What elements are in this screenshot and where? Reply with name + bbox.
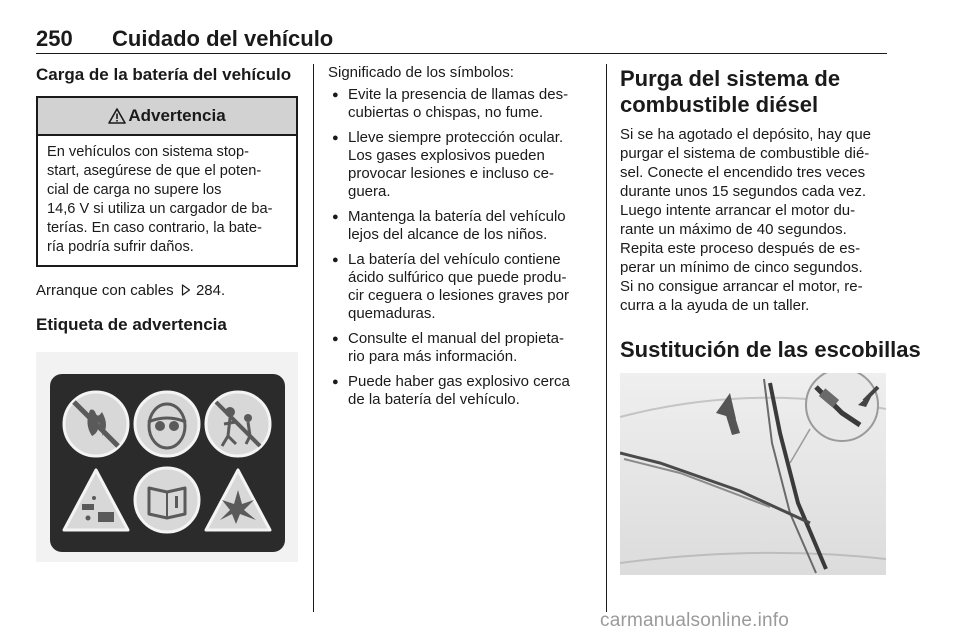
- list-item-line: ● Puede haber gas explosivo cerca: [348, 373, 570, 390]
- list-item: [328, 251, 594, 323]
- list-item-line: rio para más información.: [348, 348, 518, 365]
- symbols-list: [328, 86, 594, 409]
- column-1: [36, 64, 298, 562]
- warning-text: [38, 136, 296, 265]
- section-heading-battery-charge: Carga de la batería del vehículo: [36, 65, 292, 84]
- list-item: [328, 373, 594, 409]
- list-item: [328, 86, 594, 122]
- symbols-intro: Significado de los símbolos:: [328, 64, 514, 81]
- wiper-blade-illustration: [620, 373, 886, 575]
- list-item-line: Los gases explosivos pueden: [348, 147, 545, 164]
- list-item: [328, 330, 594, 366]
- paragraph-line: durante unos 15 segundos cada vez.: [620, 183, 867, 200]
- warning-line: ría podría sufrir daños.: [47, 239, 194, 255]
- list-item-line: guera.: [348, 183, 391, 200]
- heading-line: combustible diésel: [620, 92, 819, 117]
- paragraph-line: perar un mínimo de cinco segundos.: [620, 259, 863, 276]
- paragraph-line: rante un máximo de 40 segundos.: [620, 221, 847, 238]
- warning-triangle-icon: [108, 108, 126, 124]
- list-item-line: ● Evite la presencia de llamas des-: [348, 86, 569, 103]
- column-2: [328, 64, 594, 416]
- warning-line: start, asegúrese de que el poten-: [47, 163, 262, 179]
- no-flames-icon: [64, 392, 128, 456]
- read-manual-icon: [135, 468, 199, 532]
- warning-line: 14,6 V si utiliza un cargador de ba-: [47, 201, 273, 217]
- eye-protection-icon: [135, 392, 199, 456]
- paragraph-line: Si se ha agotado el depósito, hay que: [620, 126, 872, 143]
- page-number: 250: [36, 26, 73, 51]
- list-item-line: lejos del alcance de los niños.: [348, 226, 548, 243]
- section-heading-wiper-replacement: Sustitución de las escobillas: [620, 337, 921, 362]
- column-divider-2: [606, 64, 607, 612]
- warning-header: [38, 98, 296, 136]
- paragraph-line: Repita este proceso después de es-: [620, 240, 861, 257]
- chapter-title: Cuidado del vehículo: [112, 26, 334, 51]
- paragraph-line: purgar el sistema de combustible dié-: [620, 145, 870, 162]
- warning-line: terías. En caso contrario, la bate-: [47, 220, 262, 236]
- list-item-line: ● Consulte el manual del propieta-: [348, 330, 564, 347]
- heading-line: Purga del sistema de: [620, 66, 841, 91]
- warning-line: En vehículos con sistema stop-: [47, 144, 249, 160]
- jump-start-page-link[interactable]: 284.: [195, 282, 226, 299]
- list-item-line: quemaduras.: [348, 305, 436, 322]
- keep-children-away-icon: [206, 392, 270, 456]
- list-item-line: ácido sulfúrico que puede produ-: [348, 269, 567, 286]
- diesel-bleed-paragraph: [620, 125, 888, 315]
- warning-line: cial de carga no supere los: [47, 182, 222, 198]
- warning-title: Advertencia: [128, 106, 226, 125]
- list-item-line: cir ceguera o lesiones graves por: [348, 287, 569, 304]
- paragraph-line: Si no consigue arrancar el motor, re-: [620, 278, 863, 295]
- list-item: [328, 129, 594, 201]
- list-item-line: ● Mantenga la batería del vehículo: [348, 208, 566, 225]
- paragraph-line: curra a la ayuda de un taller.: [620, 297, 810, 314]
- jump-start-reference: [36, 281, 298, 301]
- jump-start-text: Arranque con cables: [36, 282, 174, 299]
- warning-box: [36, 96, 298, 267]
- watermark: carmanualsonline.info: [600, 610, 790, 631]
- column-3: [620, 66, 921, 575]
- paragraph-line: Luego intente arrancar el motor du-: [620, 202, 856, 219]
- paragraph-line: sel. Conecte el encendido tres veces: [620, 164, 866, 181]
- list-item: [328, 208, 594, 244]
- list-item-line: ● La batería del vehículo contiene: [348, 251, 561, 268]
- header-rule: [36, 53, 887, 54]
- list-item-line: ● Lleve siempre protección ocular.: [348, 129, 564, 146]
- list-item-line: cubiertas o chispas, no fume.: [348, 104, 544, 121]
- section-heading-warning-label: Etiqueta de advertencia: [36, 315, 227, 334]
- page-reference-arrow-icon: [181, 284, 191, 296]
- list-item-line: provocar lesiones e incluso ce-: [348, 165, 554, 182]
- column-divider-1: [313, 64, 314, 612]
- battery-warning-label-image: [36, 352, 298, 562]
- section-heading-diesel-bleed: [620, 66, 888, 118]
- list-item-line: de la batería del vehículo.: [348, 391, 520, 408]
